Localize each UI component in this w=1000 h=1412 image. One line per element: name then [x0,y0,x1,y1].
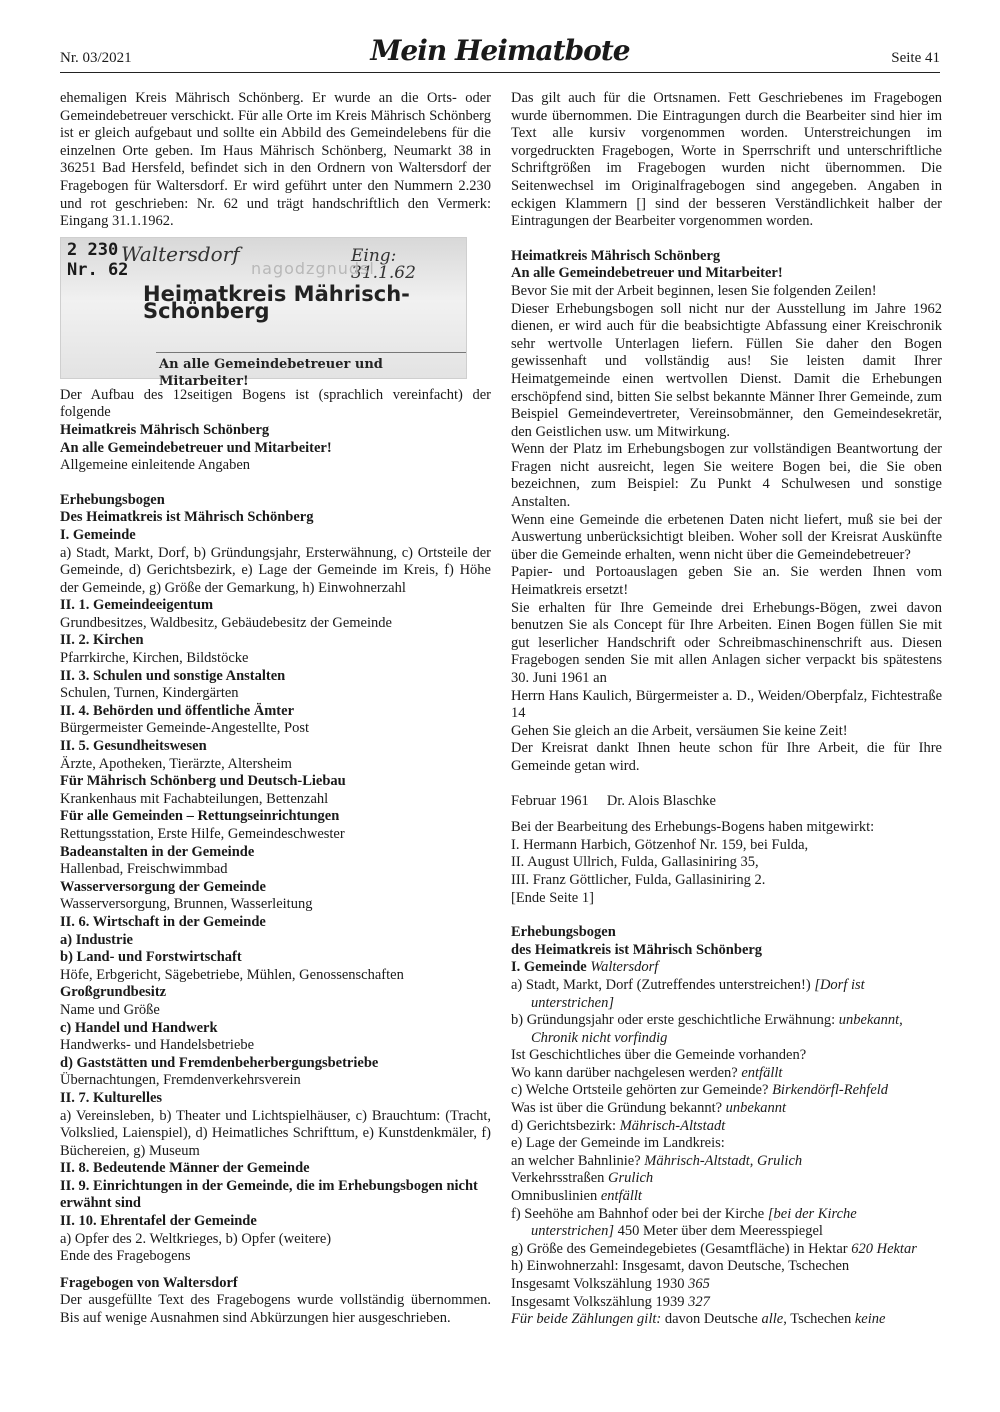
section-text: Wasserversorgung, Brunnen, Wasserleitung [60,896,313,913]
answer-text: entfällt [741,1064,783,1081]
question-label: , Tschechen [783,1311,855,1328]
section-heading: Für Mährisch Schönberg und Deutsch-Liebau [60,773,346,790]
body-line: Bei der Bearbeitung des Erhebungs-Bogens haben mitgewirkt: [511,819,875,836]
question-label: d) Gerichtsbezirk: [511,1117,620,1134]
question-label: c) Welche Ortsteile gehörten zur Gemeinde? [511,1082,773,1099]
question-line [511,1100,942,1118]
question-label: an welcher Bahnlinie? [511,1152,645,1169]
question-line [511,1012,942,1047]
answer-text: Mährisch-Altstadt, Grulich [644,1152,803,1169]
structure-intro: Der Aufbau des 12seitigen Bogens ist (sprachlich vereinfacht) der folgende [60,386,491,421]
question-line [511,959,942,977]
question-label: Insgesamt Volkszählung 1939 [511,1293,689,1310]
section-heading: II. 9. Einrichtungen in der Gemeinde, die im Erhebungsbogen nicht erwähnt sind [60,1177,478,1212]
section-text: a) Vereinsleben, b) Theater und Lichtspielhäuser, c) Brauchtum: (Tracht, Volkslied, Laienspiel), d) Heimatliches Schrifttum, e) Kunstdenkmäler, f) Büchereien, g) Museum [60,1107,491,1159]
answer-text: keine [854,1311,886,1328]
section-heading: II. 7. Kulturelles [60,1089,163,1106]
answer-text: Grulich [608,1170,654,1187]
page-number: Seite 41 [891,50,940,66]
body-paragraph: Der Kreisrat dankt Ihnen heute schon für Ihre Arbeit, die für Ihre Gemeinde getan wird. [511,740,942,774]
question-line [511,1311,942,1329]
clipping-nr: Nr. 62 [67,259,129,280]
body-paragraph: Dieser Erhebungsbogen soll nicht nur der Ausstellung im Jahre 1962 dienen, er wird auch für die beabsichtigte Abfassung einer Kreischronik sehr wertvolle Unterlagen liefern. Füllen Sie daher den Bogen gewissenhaft und vollständig aus! Sie leisten damit Ihrer Heimatgemeinde einen wertvollen Dienst. Damit die Erhebungen erschöpfend sind, bitten Sie selbst bekannte Männer Ihrer Gemeinde, zum Beispiel Gemeindevertreter, Vereinsobmänner, den Gemeindesekretär, den Geistlichen usw. um Mitwirkung. [511,300,942,440]
header-rule [60,72,940,73]
answer-text: 327 [688,1293,710,1310]
body-line: III. Franz Göttlicher, Fulda, Gallasiniring 2. [511,871,766,888]
section-heading: Wasserversorgung der Gemeinde [60,878,266,895]
body-line: Ende des Fragebogens [60,1248,191,1265]
heading: Fragebogen von Waltersdorf [60,1274,238,1291]
question-label: f) Seehöhe am Bahnhof oder bei der Kirche [511,1205,768,1222]
section-text: Handwerks- und Handelsbetriebe [60,1037,255,1054]
signature-line: Februar 1961 Dr. Alois Blaschke [511,792,716,809]
section-heading: II. 5. Gesundheitswesen [60,738,207,755]
subsection-heading: a) Industrie [60,931,133,948]
section-text: Bürgermeister Gemeinde-Angestellte, Post [60,720,309,737]
question-label: Verkehrsstraßen [511,1170,609,1187]
body-paragraph: Das gilt auch für die Ortsnamen. Fett Geschriebenes im Fragebogen wurde übernommen. Die Eintragungen durch die Bearbeiter sind hier im Text alle kursiv vorgenommen worden. Unterstreichungen im vorgedruckten Fragebogen, Worte in Sperrschrift und unterschriftliche Schriftgrößen im Fragebogen wurden nicht übernommen. Die Seitenwechsel im Originalfragebogen sind angegeben. Angaben in eckigen Klammern [] sind der besseren Verständlichkeit halber der Eintragungen der Bearbeiter vorgenommen worden. [511,90,942,230]
question-label: a) Stadt, Markt, Dorf (Zutreffendes unterstreichen!) [511,976,815,993]
clipping-number: 2 230 [67,239,119,260]
body-paragraph: Herrn Hans Kaulich, Bürgermeister a. D., Weiden/Oberpfalz, Fichtestraße 14 [511,687,942,722]
question-line [511,1065,942,1083]
issue-number: Nr. 03/2021 [60,50,132,66]
section-heading: II. 3. Schulen und sonstige Anstalten [60,667,286,684]
section-text: Pfarrkirche, Kirchen, Bildstöcke [60,650,249,667]
heading: Erhebungsbogen [511,924,616,941]
heading: Heimatkreis Mährisch Schönberg [511,247,721,264]
section-heading: I. Gemeinde [60,526,136,543]
clipping-handwriting-name: Waltersdorf [121,241,240,266]
section-heading: II. 8. Bedeutende Männer der Gemeinde [60,1160,310,1177]
body-line: Allgemeine einleitende Angaben [60,457,251,474]
question-line [511,1170,942,1188]
clipping-rule [156,352,466,353]
heading: Heimatkreis Mährisch Schönberg [60,421,270,438]
heading: An alle Gemeindebetreuer und Mitarbeiter! [60,439,332,456]
body-paragraph: Papier- und Portoauslagen geben Sie an. Sie werden Ihnen vom Heimatkreis ersetzt! [511,564,942,599]
clipping-subtitle: An alle Gemeindebetreuer und Mitarbeiter! [159,356,383,390]
answer-text: Birkendörfl-Rehfeld [772,1082,889,1099]
question-label: g) Größe des Gemeindegebietes (Gesamtfläche) in Hektar [511,1240,852,1257]
question-line [511,1276,942,1294]
section-heading: II. 2. Kirchen [60,632,144,649]
question-line: Ist Geschichtliches über die Gemeinde vorhanden? [511,1047,807,1064]
section-heading: II. 6. Wirtschaft in der Gemeinde [60,913,266,930]
section-heading: II. 1. Gemeindeeigentum [60,597,214,614]
section-heading: II. 10. Ehrentafel der Gemeinde [60,1213,257,1230]
answer-text: unbekannt [725,1100,787,1117]
right-column [511,90,942,1329]
question-line [511,1241,942,1259]
section-heading: Für alle Gemeinden – Rettungseinrichtungen [60,808,340,825]
question-line [511,1294,942,1312]
body-line: [Ende Seite 1] [511,889,594,906]
section-text: Schulen, Turnen, Kindergärten [60,685,239,702]
body-paragraph: Wenn der Platz im Erhebungsbogen zur vollständigen Beantwortung der Fragen nicht ausreicht, legen Sie weitere Bogen bei, die Sie oben bezeichnen, zum Beispiel: Zu Punkt 4 Schulwesen und sonstige Anstalten. [511,441,942,511]
answer-text: Für beide Zählungen gilt: [511,1311,662,1328]
heading: Des Heimatkreis ist Mährisch Schönberg [60,509,314,526]
clipping-handwriting-date: Eing: 31.1.62 [351,245,416,284]
question-label: I. Gemeinde [511,959,591,976]
question-label: Wo kann darüber nachgelesen werden? [511,1064,742,1081]
heading: des Heimatkreis ist Mährisch Schönberg [511,941,763,958]
clipping-bleedthrough-text: nagodzgnudsl [251,258,375,278]
section-text: Hallenbad, Freischwimmbad [60,861,228,878]
section-text: a) Opfer des 2. Weltkrieges, b) Opfer (weitere) [60,1230,332,1247]
body-paragraph: Sie erhalten für Ihre Gemeinde drei Erhebungs-Bögen, zwei davon benutzen Sie als Concept für Ihre Arbeiten. Einen Bogen füllen Sie mit gut leserlicher Handschrift oder Schreibmaschinenschrift aus. Diesen Fragebogen senden Sie mit allen Anlagen sicher verpackt bis spätestens 30. Juni 1961 an [511,599,942,686]
section-text: Übernachtungen, Fremdenverkehrsverein [60,1072,301,1089]
body-line: II. August Ullrich, Fulda, Gallasiniring 35, [511,854,759,871]
question-line [511,1153,942,1171]
section-heading: Badeanstalten in der Gemeinde [60,843,255,860]
question-line [511,1206,942,1241]
question-label: Omnibuslinien [511,1188,601,1205]
question-label: 450 Meter über dem Meeresspiegel [613,1223,823,1240]
question-line [511,1118,942,1136]
question-label: davon Deutsche [661,1311,762,1328]
question-line: h) Einwohnerzahl: Insgesamt, davon Deutsche, Tschechen [511,1258,850,1275]
intro-paragraph: ehemaligen Kreis Mährisch Schönberg. Er wurde an die Orts- oder Gemeindebetreuer verschickt. Für alle Orte im Kreis Mährisch Schönberg ist er gleich aufgebaut und sollte ein Abbild des Gemeindelebens für die einzelnen Orte geben. Im Haus Mährisch Schönberg, Neumarkt 38 in 36251 Bad Hersfeld, befindet sich in den Ordnern von Waltersdorf der Fragebogen für Waltersdorf. Er wird geführt unter den Nummern 2.230 und rot geschrieben: Nr. 62 und trägt handschriftlich den Vermerk: Eingang 31.1.1962. [60,90,491,230]
body-paragraph: Wenn eine Gemeinde die erbetenen Daten nicht liefert, muß sie bei der Auswertung unberücksichtigt bleiben. Woher soll der Kreisrat Auskünfte über die Gemeinde erhalten, wenn nicht über die Gemeindebetreuer? [511,511,942,563]
section-text: Rettungsstation, Erste Hilfe, Gemeindeschwester [60,826,345,842]
left-column [60,90,491,1328]
subsection-heading: c) Handel und Handwerk [60,1019,218,1036]
answer-text: alle [761,1311,784,1328]
subsection-heading: b) Land- und Forstwirtschaft [60,949,242,966]
question-line: e) Lage der Gemeinde im Landkreis: [511,1135,725,1152]
section-text: Höfe, Erbgericht, Sägebetriebe, Mühlen, Genossenschaften [60,966,404,983]
subsection-heading: Großgrundbesitz [60,984,167,1001]
answer-text: [bei der Kirche unterstrichen] [531,1205,857,1240]
answer-text: Mährisch-Altstadt [619,1117,726,1134]
section-text: Grundbesitzes, Waldbesitz, Gebäudebesitz der Gemeinde [60,614,392,631]
answer-text: 365 [688,1276,710,1292]
question-line [511,1082,942,1100]
answer-text: Waltersdorf [590,959,659,976]
question-label: Insgesamt Volkszählung 1930 [511,1276,689,1292]
body-line: Bevor Sie mit der Arbeit beginnen, lesen Sie folgenden Zeilen! [511,282,877,299]
body-paragraph: Der ausgefüllte Text des Fragebogens wurde vollständig übernommen. Bis auf wenige Ausnahmen sind Abkürzungen hier ausgeschrieben. [60,1292,491,1327]
heading: Erhebungsbogen [60,491,165,508]
question-line [511,977,942,1012]
body-line: Gehen Sie gleich an die Arbeit, versäumen Sie keine Zeit! [511,722,848,739]
answer-text: 620 Hektar [851,1240,917,1257]
document-clipping-image [60,237,467,390]
answer-text: unbekannt, Chronik nicht vorfindig [531,1012,903,1046]
answer-text: [Dorf ist unterstrichen] [531,976,865,1011]
body-line: I. Hermann Harbich, Götzenhof Nr. 159, bei Fulda, [511,836,809,853]
question-label: Was ist über die Gründung bekannt? [511,1100,726,1117]
answer-text: entfällt [600,1188,642,1205]
section-text: a) Stadt, Markt, Dorf, b) Gründungsjahr, Ersterwähnung, c) Ortsteile der Gemeinde, d) Gerichtsbezirk, e) Lage der Gemeinde im Kreis, f) Höhe der Gemeinde, g) Größe der Gemarkung, h) Einwohnerzahl [60,544,491,596]
heading: An alle Gemeindebetreuer und Mitarbeiter! [511,265,783,282]
section-text: Name und Größe [60,1001,160,1018]
section-text: Krankenhaus mit Fachabteilungen, Bettenzahl [60,790,329,807]
question-label: b) Gründungsjahr oder erste geschichtliche Erwähnung: [511,1012,839,1029]
subsection-heading: d) Gaststätten und Fremdenbeherbergungsbetriebe [60,1054,379,1071]
section-text: Ärzte, Apotheken, Tierärzte, Altersheim [60,755,292,772]
section-heading: II. 4. Behörden und öffentliche Ämter [60,702,295,719]
question-line [511,1188,942,1206]
clipping-title: Heimatkreis Mährisch-Schönberg [143,281,410,324]
masthead-title: Mein Heimatbote [370,34,630,67]
